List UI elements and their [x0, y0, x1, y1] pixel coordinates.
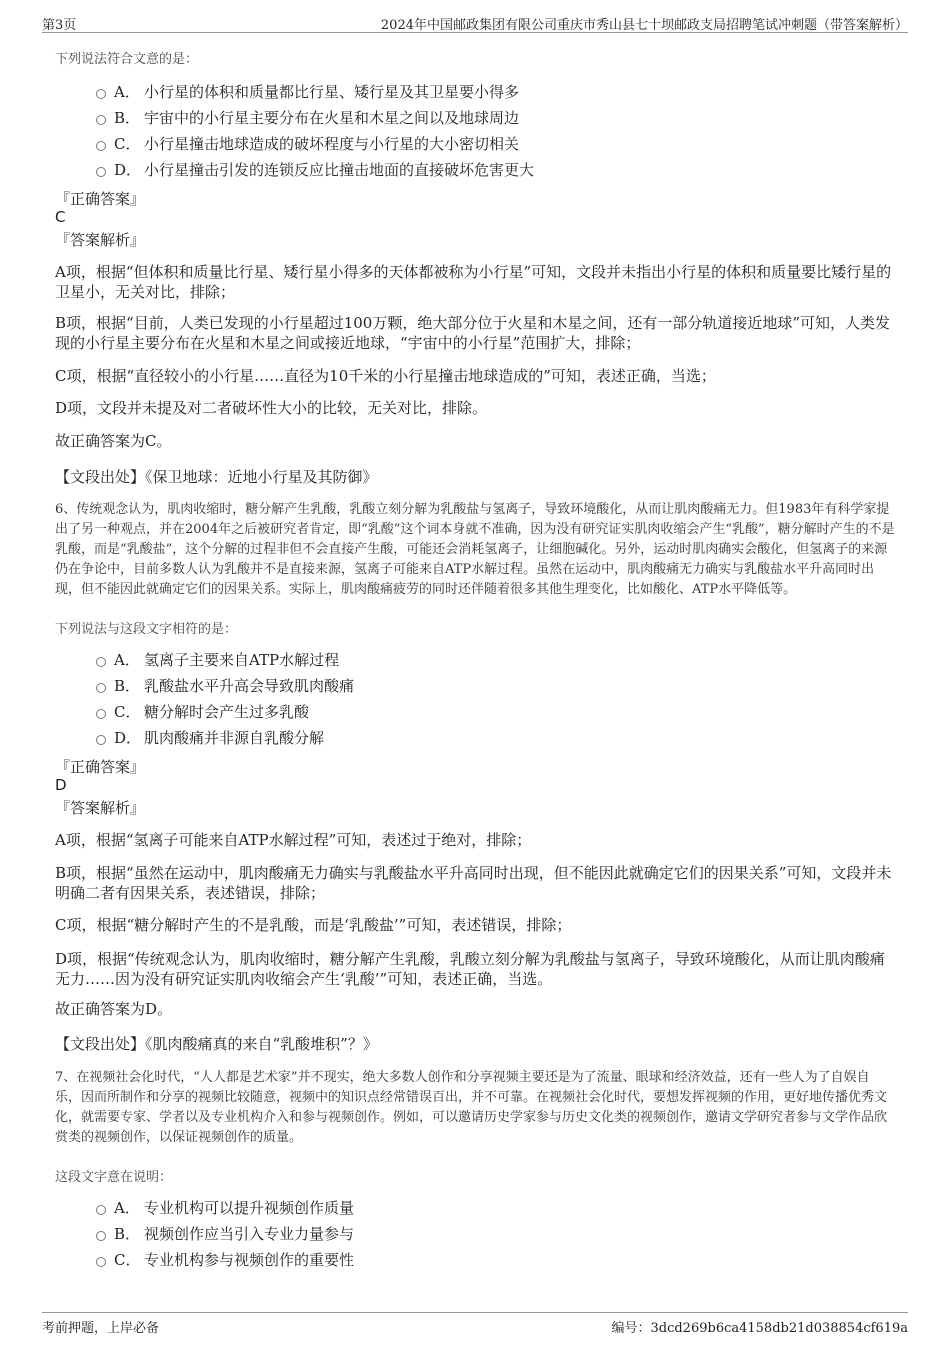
q6-answer-label: 『正确答案』 [55, 758, 146, 776]
q5-answer-label: 『正确答案』 [55, 190, 146, 208]
q6-source: 【文段出处】《肌肉酸痛真的来自“乳酸堆积”？》 [55, 1035, 378, 1053]
q5-option-a[interactable]: A． 小行星的体积和质量都比行星、矮行星及其卫星要小得多 [96, 82, 519, 102]
q6-option-c[interactable]: C． 糖分解时会产生过多乳酸 [96, 702, 309, 722]
q7-prompt: 这段文字意在说明： [55, 1170, 173, 1185]
q5-analysis-b: B项，根据“目前，人类已发现的小行星超过100万颗，绝大部分位于火星和木星之间，还有一部分轨道接近地球”可知，人类发现的小行星主要分布在火星和木星之间或接近地球，“宇宙中的小行星”范围扩大，排除； [55, 314, 890, 352]
q6-prompt: 下列说法与这段文字相符的是： [55, 622, 238, 637]
q6-passage: 6、传统观念认为，肌肉收缩时，糖分解产生乳酸，乳酸立刻分解为乳酸盐与氢离子，导致环境酸化，从而让肌肉酸痛无力。但1983年有科学家提出了另一种观点，并在2004年之后被研究者肯定，即“乳酸”这个词本身就不准确，因为没有研究证实肌肉收缩会产生“乳酸”，糖分解时产生的不是乳酸，而是“乳酸盐”，这个分解的过程非但不会直接产生酸，可能还会消耗氢离子，让细胞碱化。另外，运动时肌肉确实会酸化，但氢离子的来源仍在争论中，目前多数人认为乳酸并不是直接来源，氢离子可能来自ATP水解过程。虽然在运动中，肌肉酸痛无力确实与乳酸盐水平升高同时出现，但不能因此就确定它们的因果关系。实际上，肌肉酸痛疲劳的同时还伴随着很多其他生理变化，比如酸化、ATP水平降低等。 [55, 502, 895, 597]
q7-option-b[interactable]: B． 视频创作应当引入专业力量参与 [96, 1224, 354, 1244]
radio-icon[interactable] [96, 1205, 106, 1215]
q6-answer: D [55, 776, 67, 794]
page-footer [42, 1312, 908, 1336]
document-id: 编号：3dcd269b6ca4158db21d038854cf619a [611, 1321, 908, 1336]
radio-icon[interactable] [96, 167, 106, 177]
radio-icon[interactable] [96, 657, 106, 667]
footer-slogan: 考前押题，上岸必备 [42, 1321, 160, 1336]
q6-analysis-b: B项，根据“虽然在运动中，肌肉酸痛无力确实与乳酸盐水平升高同时出现，但不能因此就确定它们的因果关系”可知，文段并未明确二者有因果关系，表述错误，排除； [55, 864, 892, 902]
q6-option-a[interactable]: A． 氢离子主要来自ATP水解过程 [96, 650, 339, 670]
q6-analysis-d: D项，根据“传统观念认为，肌肉收缩时，糖分解产生乳酸，乳酸立刻分解为乳酸盐与氢离子，导致环境酸化，从而让肌肉酸痛无力……因为没有研究证实肌肉收缩会产生‘乳酸’”可知，表述正确，当选。 [55, 950, 885, 988]
q7-option-c[interactable]: C． 专业机构参与视频创作的重要性 [96, 1250, 354, 1270]
q5-answer: C [55, 208, 66, 226]
q5-analysis-label: 『答案解析』 [55, 231, 146, 249]
radio-icon[interactable] [96, 683, 106, 693]
radio-icon[interactable] [96, 709, 106, 719]
q6-analysis-label: 『答案解析』 [55, 799, 146, 817]
q5-source: 【文段出处】《保卫地球：近地小行星及其防御》 [55, 468, 378, 486]
radio-icon[interactable] [96, 735, 106, 745]
q5-analysis-a: A项，根据“但体积和质量比行星、矮行星小得多的天体都被称为小行星”可知，文段并未指出小行星的体积和质量要比矮行星的卫星小，无关对比，排除； [55, 263, 892, 301]
page-header [42, 14, 908, 33]
radio-icon[interactable] [96, 115, 106, 125]
q7-passage: 7、在视频社会化时代，“人人都是艺术家”并不现实，绝大多数人创作和分享视频主要还是为了流量、眼球和经济效益，还有一些人为了自娱自乐，因而所制作和分享的视频比较随意，视频中的知识点经常错误百出，并不可靠。在视频社会化时代，要想发挥视频的作用，更好地传播优秀文化，就需要专家、学者以及专业机构介入和参与视频创作。例如，可以邀请历史学家参与历史文化类的视频创作，邀请文学研究者参与文学作品欣赏类的视频创作，以保证视频创作的质量。 [55, 1070, 888, 1145]
radio-icon[interactable] [96, 89, 106, 99]
q5-option-c[interactable]: C． 小行星撞击地球造成的破坏程度与小行星的大小密切相关 [96, 134, 519, 154]
q5-option-b[interactable]: B． 宇宙中的小行星主要分布在火星和木星之间以及地球周边 [96, 108, 519, 128]
q6-conclusion: 故正确答案为D。 [55, 1000, 173, 1018]
q7-option-a[interactable]: A． 专业机构可以提升视频创作质量 [96, 1198, 354, 1218]
q5-prompt: 下列说法符合文意的是： [55, 52, 199, 67]
radio-icon[interactable] [96, 1257, 106, 1267]
radio-icon[interactable] [96, 141, 106, 151]
q5-option-d[interactable]: D． 小行星撞击引发的连锁反应比撞击地面的直接破坏危害更大 [96, 160, 534, 180]
q6-option-d[interactable]: D． 肌肉酸痛并非源自乳酸分解 [96, 728, 324, 748]
q6-analysis-c: C项，根据“糖分解时产生的不是乳酸，而是‘乳酸盐’”可知，表述错误，排除； [55, 916, 572, 934]
document-title: 2024年中国邮政集团有限公司重庆市秀山县七十坝邮政支局招聘笔试冲刺题（带答案解析） [380, 18, 908, 33]
q5-analysis-c: C项，根据“直径较小的小行星……直径为10千米的小行星撞击地球造成的”可知，表述正确，当选； [55, 367, 716, 385]
q6-option-b[interactable]: B． 乳酸盐水平升高会导致肌肉酸痛 [96, 676, 354, 696]
radio-icon[interactable] [96, 1231, 106, 1241]
q5-analysis-d: D项，文段并未提及对二者破坏性大小的比较，无关对比，排除。 [55, 399, 488, 417]
q6-analysis-a: A项，根据“氢离子可能来自ATP水解过程”可知，表述过于绝对，排除； [55, 831, 532, 849]
page-number: 第3页 [42, 18, 77, 33]
q5-conclusion: 故正确答案为C。 [55, 432, 172, 450]
